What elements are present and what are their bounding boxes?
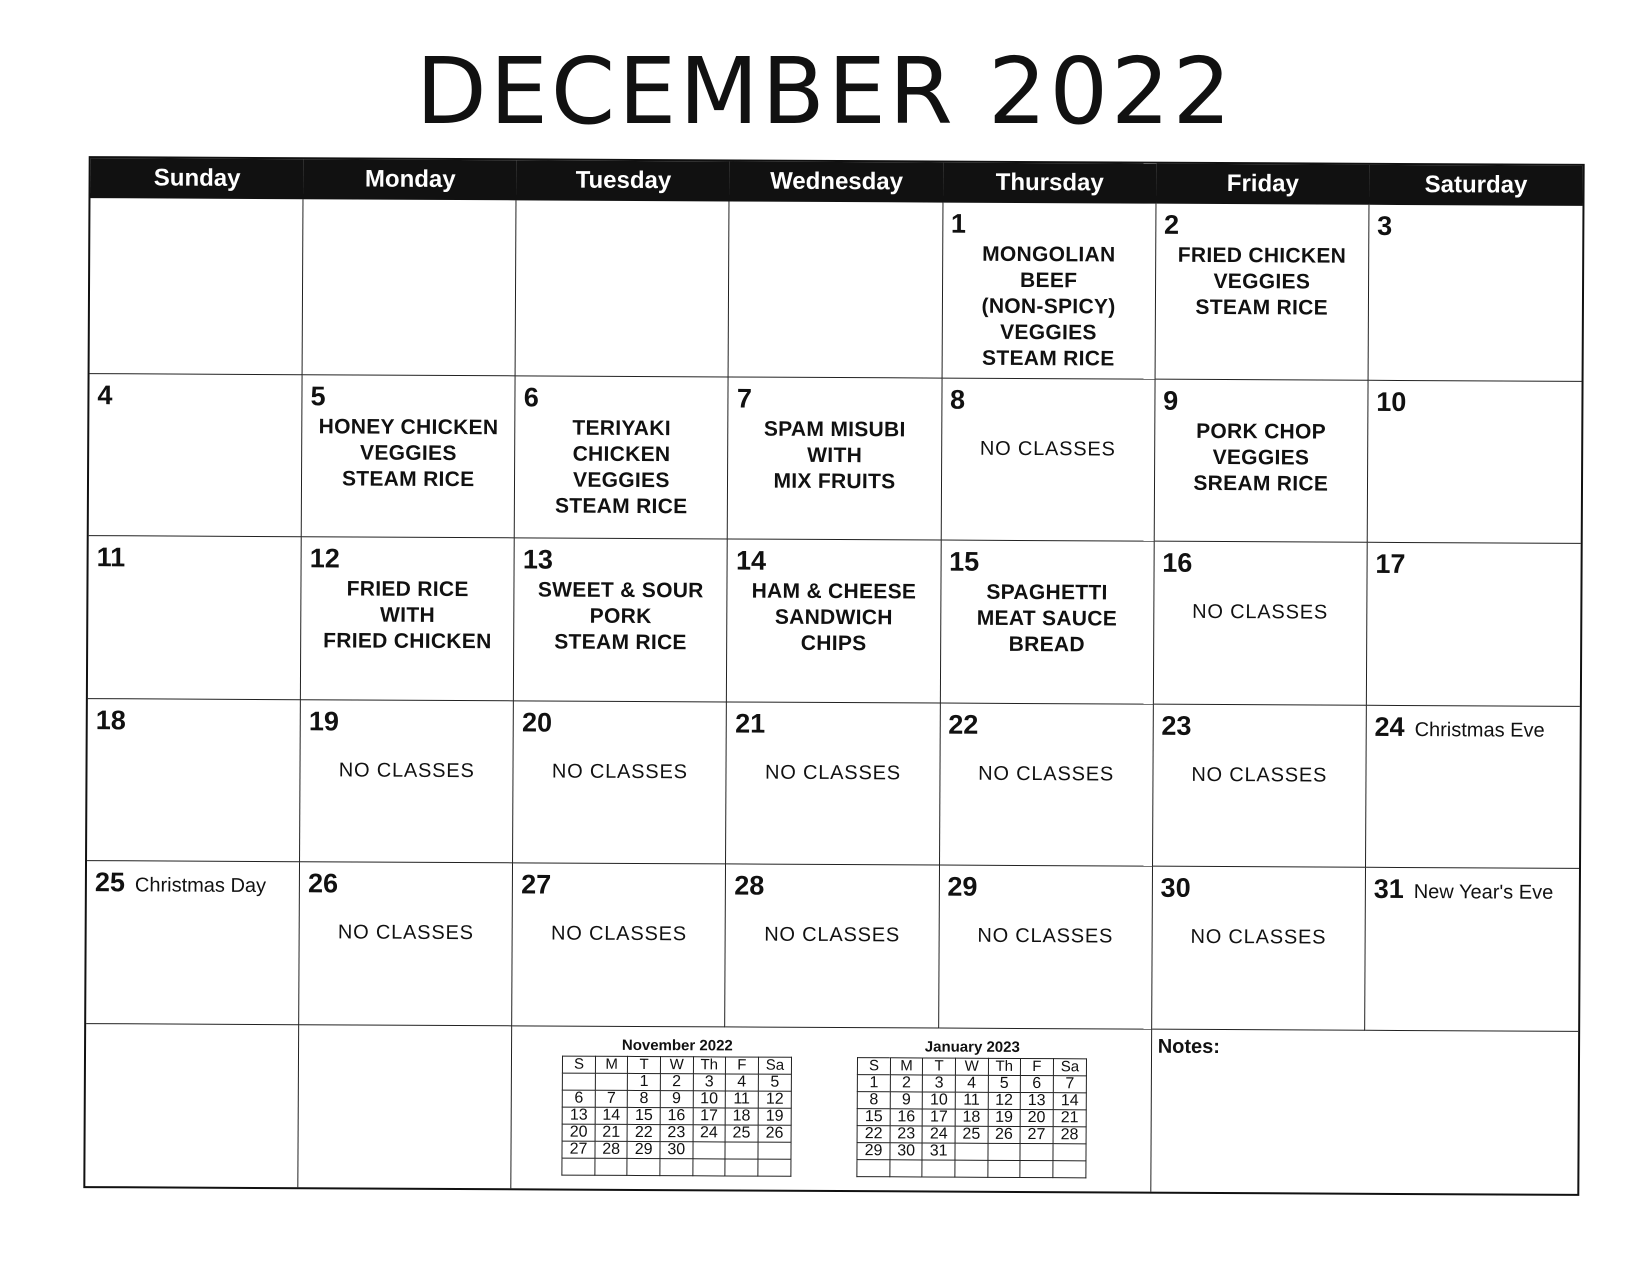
mini-day: 23 [890,1125,923,1142]
day-cell [726,702,940,866]
mini-day: 6 [1020,1075,1053,1092]
menu-line: HAM & CHEESE [751,579,917,604]
lunch-menu [1164,243,1361,322]
day-cell [1154,542,1368,706]
weekday-header: Saturday [1369,165,1582,206]
mini-day: 18 [955,1109,988,1126]
day-cell [940,541,1154,705]
no-classes-label: NO CLASSES [979,437,1116,461]
weekday-header: Sunday [90,158,303,199]
mini-calendar-row [857,1108,1086,1126]
day-number: 26 [307,868,339,899]
mini-weekday: M [595,1056,628,1073]
day-cell [301,538,515,702]
mini-day: 7 [1053,1075,1087,1092]
mini-day [987,1160,1020,1177]
mini-weekday: Th [693,1056,726,1073]
mini-day: 1 [628,1073,661,1090]
menu-line: STEAM RICE [554,494,688,519]
mini-calendar-header-row [563,1056,792,1074]
day-cell [1153,704,1367,868]
menu-line: STEAM RICE [981,346,1115,371]
mini-weekday: S [858,1057,891,1074]
day-number: 14 [735,545,767,577]
day-cell [726,865,940,1029]
mini-calendar-row [562,1124,791,1142]
day-number: 17 [1375,549,1406,580]
no-classes-label: NO CLASSES [977,924,1114,948]
day-number: 13 [522,544,554,575]
day-number: 6 [523,382,539,413]
menu-line: VEGGIES [1213,269,1311,294]
lunch-menu [309,577,506,656]
day-cell [728,377,942,541]
lunch-menu [950,242,1147,373]
mini-day: 29 [627,1141,660,1158]
mini-day: 3 [693,1073,726,1090]
mini-day: 20 [562,1124,595,1141]
mini-day [725,1142,758,1159]
lunch-menu [522,578,719,657]
mini-day: 17 [923,1109,956,1126]
mini-day: 24 [922,1126,955,1143]
mini-day [987,1143,1020,1160]
mini-weekday: Sa [1053,1058,1087,1075]
menu-line: SREAM RICE [1193,471,1329,496]
menu-line: FRIED CHICKEN [1177,243,1347,268]
menu-line: VEGGIES [1212,445,1310,470]
empty-cell [85,1024,299,1188]
day-cell [940,703,1154,867]
day-cell [516,200,730,377]
menu-line: TERIYAKI CHICKEN [572,416,671,467]
no-classes-label: NO CLASSES [337,921,474,945]
mini-day: 10 [923,1092,956,1109]
day-number: 22 [948,709,979,740]
day-cell [1366,706,1580,870]
mini-day: 6 [563,1090,596,1107]
mini-day: 12 [988,1092,1021,1109]
day-cell [1152,867,1366,1031]
mini-day: 19 [758,1108,792,1125]
mini-day [595,1158,628,1175]
mini-day: 22 [627,1124,660,1141]
mini-calendar [562,1036,793,1176]
mini-day [955,1143,988,1160]
mini-day [922,1160,955,1177]
day-number: 18 [95,704,126,736]
mini-day: 8 [628,1090,661,1107]
day-cell [941,379,1155,543]
menu-line: VEGGIES [359,441,457,466]
mini-calendars [512,1026,1152,1192]
day-number: 3 [1377,210,1393,241]
mini-calendar-row [563,1073,792,1091]
mini-day: 29 [857,1142,890,1159]
mini-calendar-row [857,1142,1086,1160]
mini-weekday: M [890,1057,923,1074]
mini-calendar-row [562,1158,791,1176]
mini-calendar-row [858,1074,1087,1092]
mini-calendar [857,1038,1088,1178]
day-number: 23 [1161,710,1192,741]
day-number: 27 [521,869,552,900]
day-cell [299,862,513,1026]
menu-line: STEAM RICE [554,630,687,655]
mini-weekday: W [955,1058,988,1075]
mini-day: 24 [693,1124,726,1141]
mini-day: 25 [955,1126,988,1143]
mini-day: 1 [858,1074,891,1091]
menu-line: (NON-SPICY) [981,294,1116,319]
day-cell [1154,380,1368,544]
holiday-label: Christmas Day [134,874,267,898]
notes-label: Notes: [1157,1035,1221,1058]
day-number: 2 [1163,209,1180,240]
menu-line: STEAM RICE [1195,295,1329,320]
day-number: 4 [97,380,113,411]
mini-day [563,1073,596,1090]
day-cell [90,198,304,375]
mini-day: 14 [595,1107,628,1124]
mini-day [890,1159,923,1176]
holiday-label: New Year's Eve [1413,881,1554,904]
day-cell [88,536,302,700]
mini-calendar-row [563,1090,792,1108]
menu-line: PORK CHOP [1196,419,1327,444]
mini-day: 15 [628,1107,661,1124]
mini-weekday: F [1021,1058,1054,1075]
mini-day: 19 [988,1109,1021,1126]
no-classes-label: NO CLASSES [551,922,687,946]
mini-day: 4 [725,1074,758,1091]
mini-day: 31 [922,1143,955,1160]
no-classes-label: NO CLASSES [551,760,688,784]
mini-weekday: T [923,1058,956,1075]
mini-day: 9 [890,1091,923,1108]
no-classes-label: NO CLASSES [1190,926,1327,949]
day-cell [300,700,514,864]
menu-line: MIX FRUITS [773,469,896,494]
holiday-label: Christmas Eve [1414,718,1545,742]
day-number: 1 [950,208,967,239]
mini-day: 9 [660,1090,693,1107]
mini-day: 30 [660,1141,693,1158]
menu-line: WITH [380,604,436,628]
no-classes-label: NO CLASSES [765,761,901,785]
lunch-menu [949,580,1146,659]
menu-line: SWEET & SOUR [537,578,704,603]
day-number: 30 [1160,872,1191,904]
mini-day: 7 [595,1090,628,1107]
day-cell [515,376,729,540]
mini-calendar-row [562,1107,791,1125]
day-cell [1367,543,1581,707]
notes-box [1151,1029,1578,1194]
mini-day [1053,1160,1087,1177]
mini-calendar-table [857,1057,1088,1178]
mini-calendar-title: January 2023 [924,1038,1020,1056]
menu-line: HONEY CHICKEN [318,415,499,440]
mini-day: 26 [758,1125,792,1142]
mini-day: 28 [1053,1126,1087,1143]
day-cell [514,539,728,703]
mini-day [1020,1160,1053,1177]
mini-day: 10 [693,1090,726,1107]
menu-line: SPAM MISUBI [763,417,906,442]
menu-line: VEGGIES [1000,320,1097,345]
mini-day: 18 [725,1108,758,1125]
weekday-header: Monday [304,159,517,200]
mini-day: 16 [890,1108,923,1125]
day-number: 20 [521,707,553,738]
weekday-header: Tuesday [517,160,730,201]
mini-day: 23 [660,1124,693,1141]
day-number: 31 [1373,874,1404,905]
mini-day: 21 [1053,1109,1087,1126]
mini-calendar-row [562,1141,791,1159]
day-cell [942,203,1156,380]
menu-line: WITH [807,443,863,468]
day-number: 5 [310,381,326,412]
mini-day [857,1159,890,1176]
day-number: 15 [949,546,980,578]
day-cell [939,866,1153,1030]
mini-day: 11 [955,1092,988,1109]
day-cell [1155,204,1369,381]
mini-weekday: F [726,1057,759,1074]
day-cell [87,699,301,863]
day-number: 19 [308,706,340,737]
mini-day: 11 [725,1091,758,1108]
mini-day [562,1158,595,1175]
day-number: 24 [1374,711,1405,742]
no-classes-label: NO CLASSES [338,759,475,782]
menu-line: MONGOLIAN BEEF [982,242,1116,293]
mini-day: 16 [660,1107,693,1124]
day-cell [1368,381,1582,545]
mini-day [1020,1143,1053,1160]
day-number: 11 [96,542,126,573]
no-classes-label: NO CLASSES [1192,601,1329,624]
mini-day [758,1142,792,1159]
mini-day: 5 [758,1074,792,1091]
mini-day: 5 [988,1075,1021,1092]
mini-day: 4 [955,1075,988,1092]
mini-day: 15 [857,1108,890,1125]
day-number: 10 [1376,386,1407,417]
mini-day: 2 [660,1073,693,1090]
lunch-menu [1163,419,1360,498]
menu-line: FRIED CHICKEN [323,629,492,654]
mini-day [758,1159,792,1176]
weekday-header: Thursday [943,163,1156,204]
mini-day [627,1158,660,1175]
day-cell [302,375,516,539]
mini-day [955,1160,988,1177]
mini-weekday: Th [988,1058,1021,1075]
day-cell [729,201,943,378]
weekday-header: Friday [1156,164,1369,205]
day-number: 16 [1162,548,1193,579]
mini-weekday: W [660,1056,693,1073]
day-cell [1365,868,1579,1032]
lunch-menu [736,579,933,658]
lunch-menu [310,414,507,493]
mini-day: 30 [890,1142,923,1159]
mini-day [693,1141,726,1158]
mini-calendar-header-row [858,1057,1087,1075]
no-classes-label: NO CLASSES [978,762,1115,786]
mini-weekday: S [563,1056,596,1073]
mini-calendar-row [858,1091,1087,1109]
mini-calendar-row [857,1159,1086,1177]
empty-cell [298,1025,512,1189]
day-cell [513,701,727,865]
day-number: 12 [309,543,340,574]
day-number: 7 [736,383,752,414]
day-number: 25 [94,867,126,898]
menu-line: MEAT SAUCE [976,607,1118,631]
mini-day: 26 [988,1126,1021,1143]
day-number: 29 [947,871,978,902]
menu-line: SANDWICH [774,606,893,630]
day-cell [303,199,517,376]
menu-line: FRIED RICE [346,577,469,602]
day-number: 8 [949,384,966,415]
mini-day: 13 [562,1107,595,1124]
mini-day: 13 [1020,1092,1053,1109]
mini-day: 27 [1020,1126,1053,1143]
mini-day: 25 [725,1125,758,1142]
mini-day [725,1159,758,1176]
day-cell [1368,205,1582,382]
mini-day: 3 [923,1075,956,1092]
day-number: 21 [735,708,766,739]
mini-calendar-title: November 2022 [621,1036,733,1055]
menu-line: VEGGIES [572,468,670,493]
mini-day: 20 [1020,1109,1053,1126]
day-number: 28 [734,870,765,901]
lunch-menu [523,415,720,520]
no-classes-label: NO CLASSES [1191,763,1328,787]
page-title: DECEMBER 2022 [415,38,1235,145]
no-classes-label: NO CLASSES [764,923,901,947]
mini-day: 2 [890,1074,923,1091]
mini-weekday: T [628,1056,661,1073]
mini-day [595,1073,628,1090]
menu-line: STEAM RICE [341,467,475,492]
mini-day: 8 [858,1091,891,1108]
weekday-header: Wednesday [730,161,943,202]
mini-day: 21 [595,1124,628,1141]
mini-calendar-row [857,1125,1086,1143]
mini-weekday: Sa [758,1057,792,1074]
menu-line: CHIPS [800,632,867,656]
day-number: 9 [1163,385,1179,416]
calendar-grid [83,156,1584,1196]
mini-day [660,1158,693,1175]
mini-day [692,1158,725,1175]
day-cell [86,861,300,1025]
menu-line: BREAD [1008,633,1085,657]
day-cell [89,374,303,538]
menu-line: PORK [589,605,652,629]
mini-day [1053,1143,1087,1160]
day-cell [727,540,941,704]
mini-day: 22 [857,1125,890,1142]
mini-calendar-table [562,1055,793,1176]
day-cell [512,864,726,1028]
menu-line: SPAGHETTI [986,581,1108,605]
mini-day: 17 [693,1107,726,1124]
lunch-menu [736,416,933,495]
mini-day: 12 [758,1091,792,1108]
mini-day: 28 [595,1141,628,1158]
mini-day: 14 [1053,1092,1087,1109]
mini-day: 27 [562,1141,595,1158]
